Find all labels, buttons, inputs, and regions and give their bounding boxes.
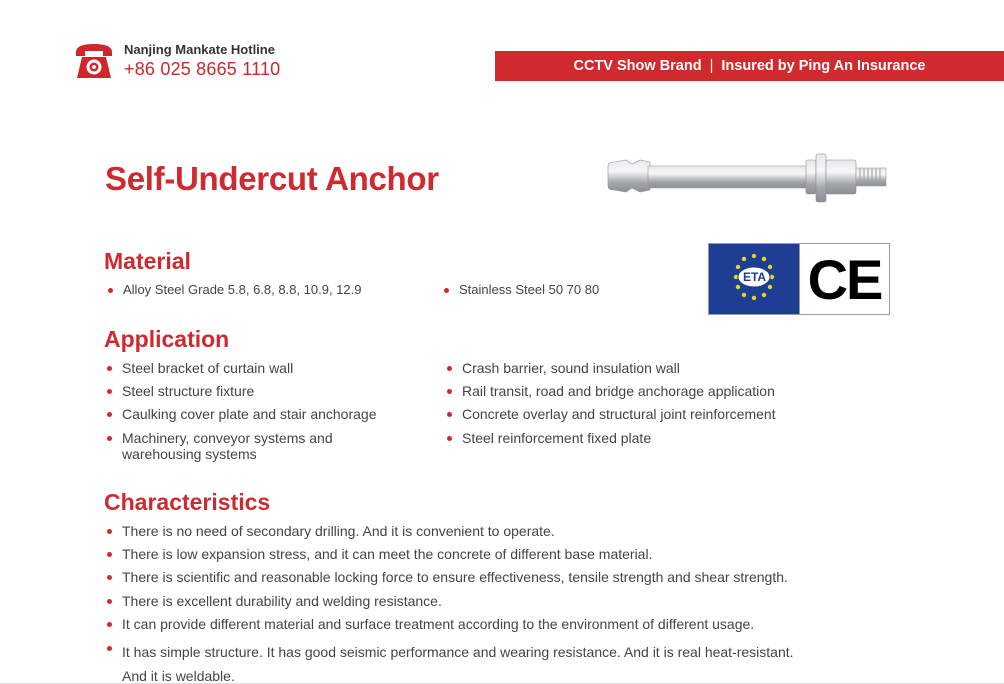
list-item: Machinery, conveyor systems and warehousing systems bbox=[104, 430, 349, 462]
hotline-label: Nanjing Mankate Hotline bbox=[124, 42, 275, 57]
banner-separator: | bbox=[709, 58, 714, 74]
banner-left-text: CCTV Show Brand bbox=[573, 58, 702, 74]
list-item: There is low expansion stress, and it can meet the concrete of different base material. bbox=[104, 546, 824, 562]
list-item: Crash barrier, sound insulation wall bbox=[444, 360, 804, 376]
list-item: It can provide different material and surface treatment according to the environment of different usage. bbox=[104, 616, 824, 632]
list-item: Concrete overlay and structural joint reinforcement bbox=[444, 406, 804, 422]
material-heading: Material bbox=[104, 248, 191, 274]
application-list-left bbox=[104, 360, 404, 462]
brand-banner bbox=[495, 51, 1004, 81]
list-item: Rail transit, road and bridge anchorage application bbox=[444, 383, 804, 399]
banner-right-text: Insured by Ping An Insurance bbox=[721, 58, 926, 74]
ce-mark bbox=[800, 244, 889, 314]
material-list-left bbox=[105, 282, 362, 298]
ce-label: CE bbox=[807, 247, 882, 311]
hotline-block bbox=[72, 38, 280, 82]
list-item: Steel structure fixture bbox=[104, 383, 404, 399]
characteristics-heading: Characteristics bbox=[104, 489, 271, 515]
list-item: There is excellent durability and welding resistance. bbox=[104, 593, 824, 609]
list-item: Alloy Steel Grade 5.8, 6.8, 8.8, 10.9, 12.9 bbox=[105, 282, 362, 298]
anchor-bolt-image bbox=[604, 146, 894, 208]
page-title: Self-Undercut Anchor bbox=[105, 160, 439, 197]
application-heading: Application bbox=[104, 326, 230, 352]
list-item: It has simple structure. It has good seismic performance and wearing resistance. And it is real heat-resistant. And it is weldable. bbox=[104, 640, 809, 684]
list-item: Steel reinforcement fixed plate bbox=[444, 430, 804, 446]
application-list-right bbox=[444, 360, 804, 446]
list-item: Steel bracket of curtain wall bbox=[104, 360, 404, 376]
list-item: There is scientific and reasonable locking force to ensure effectiveness, tensile strength and shear strength. bbox=[104, 569, 824, 585]
list-item: There is no need of secondary drilling. And it is convenient to operate. bbox=[104, 523, 824, 539]
eta-label: ETA bbox=[742, 270, 767, 284]
telephone-icon bbox=[72, 38, 116, 82]
list-item: Stainless Steel 50 70 80 bbox=[441, 282, 599, 298]
eta-logo bbox=[709, 244, 800, 314]
characteristics-list bbox=[104, 523, 824, 684]
list-item: Caulking cover plate and stair anchorage bbox=[104, 406, 404, 422]
certification-badges bbox=[708, 243, 890, 315]
material-list-right bbox=[441, 282, 599, 298]
hotline-number: +86 025 8665 1110 bbox=[124, 59, 281, 79]
